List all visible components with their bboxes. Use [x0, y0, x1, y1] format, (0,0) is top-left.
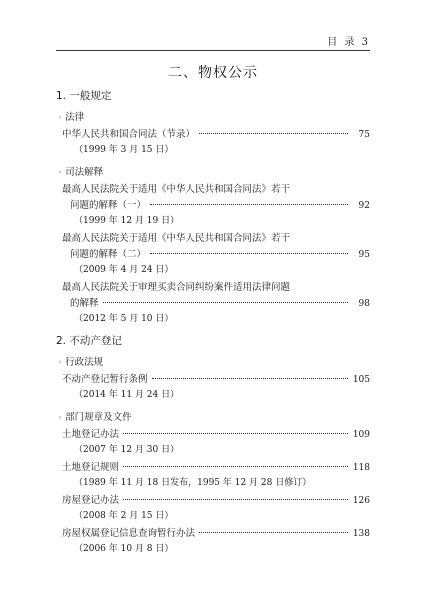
page-number: 98: [358, 299, 370, 309]
toc-sections: [56, 88, 370, 557]
entry-line: [62, 182, 370, 198]
toc-entry[interactable]: [62, 127, 370, 158]
section-title: 2. 不动产登记: [56, 335, 122, 347]
page-number: 92: [358, 201, 370, 211]
entry-date: （2012 年 5 月 10 日）: [74, 314, 174, 324]
entry-title: 问题的解释（一）: [70, 200, 147, 211]
entry-date: （2006 年 10 月 8 日）: [74, 544, 174, 554]
entry-title: 最高人民法院关于适用《中华人民共和国合同法》若干: [62, 184, 291, 195]
toc-entry[interactable]: [62, 182, 370, 229]
entry-line: [62, 372, 370, 388]
running-header: 目 录 3: [327, 37, 370, 48]
page-number: 138: [352, 529, 370, 539]
dot-leader: [150, 253, 348, 254]
dot-leader: [152, 378, 348, 379]
toc-entry[interactable]: [62, 460, 370, 491]
toc-entry[interactable]: [62, 526, 370, 557]
dot-leader: [123, 499, 348, 500]
bullet-icon: ◦: [58, 413, 63, 422]
entry-title: 土地登记办法: [62, 429, 120, 440]
bullet-icon: ◦: [58, 168, 63, 177]
entry-title: 房屋登记办法: [62, 495, 120, 506]
toc-entry[interactable]: [62, 280, 370, 327]
bullet-icon: ◦: [58, 358, 63, 367]
entry-title: 房屋权属登记信息查询暂行办法: [62, 528, 196, 539]
entry-line: [62, 247, 370, 263]
entry-title: 最高人民法院关于适用《中华人民共和国合同法》若干: [62, 233, 291, 244]
entry-date: （2008 年 2 月 15 日）: [74, 511, 174, 521]
category-heading: [58, 409, 370, 423]
entry-line: [62, 526, 370, 542]
entry-line: [62, 427, 370, 443]
toc-entry[interactable]: [62, 493, 370, 524]
category-label: 部门规章及文件: [65, 412, 132, 423]
dot-leader: [199, 133, 348, 134]
header-rule: [56, 50, 370, 51]
page-number: 105: [352, 375, 370, 385]
dot-leader: [150, 204, 348, 205]
entry-line: [62, 127, 370, 143]
entry-date: （2009 年 4 月 24 日）: [74, 265, 174, 275]
entry-date: （2007 年 12 月 30 日）: [74, 445, 180, 455]
entry-line: [62, 280, 370, 296]
entry-line: [62, 460, 370, 476]
entry-date: （1989 年 11 月 18 日发布，1995 年 12 月 28 日修订）: [74, 478, 312, 488]
entry-line: [62, 198, 370, 214]
entry-title: 中华人民共和国合同法（节录）: [62, 129, 196, 140]
page-number: 95: [358, 250, 370, 260]
section-title: 1. 一般规定: [56, 90, 112, 102]
entry-date: （1999 年 12 月 19 日）: [74, 216, 180, 226]
toc-entry[interactable]: [62, 427, 370, 458]
page-number: 109: [352, 430, 370, 440]
category-heading: [58, 354, 370, 368]
entry-line: [62, 296, 370, 312]
entry-line: [62, 493, 370, 509]
entry-date: （2014 年 11 月 24 日）: [74, 390, 180, 400]
part-title: 二、物权公示: [168, 65, 258, 81]
dot-leader: [103, 302, 348, 303]
page-number: 118: [352, 463, 370, 473]
entry-title: 最高人民法院关于审理买卖合同纠纷案件适用法律问题: [62, 282, 291, 293]
category-heading: [58, 164, 370, 178]
page-number: 75: [358, 130, 370, 140]
toc-entry[interactable]: [62, 231, 370, 278]
entry-line: [62, 231, 370, 247]
dot-leader: [123, 433, 348, 434]
bullet-icon: ◦: [58, 113, 63, 122]
entry-date: （1999 年 3 月 15 日）: [74, 145, 174, 155]
category-label: 法律: [65, 112, 85, 123]
category-heading: [58, 109, 370, 123]
entry-title: 的解释: [70, 298, 99, 309]
entry-title: 问题的解释（二）: [70, 249, 147, 260]
page-number: 126: [352, 496, 370, 506]
entry-title: 不动产登记暂行条例: [62, 374, 148, 385]
dot-leader: [123, 466, 348, 467]
category-label: 行政法规: [65, 357, 104, 368]
toc-entry[interactable]: [62, 372, 370, 403]
dot-leader: [199, 532, 348, 533]
entry-title: 土地登记规则: [62, 462, 120, 473]
toc-content: [56, 62, 370, 559]
category-label: 司法解释: [65, 167, 104, 178]
